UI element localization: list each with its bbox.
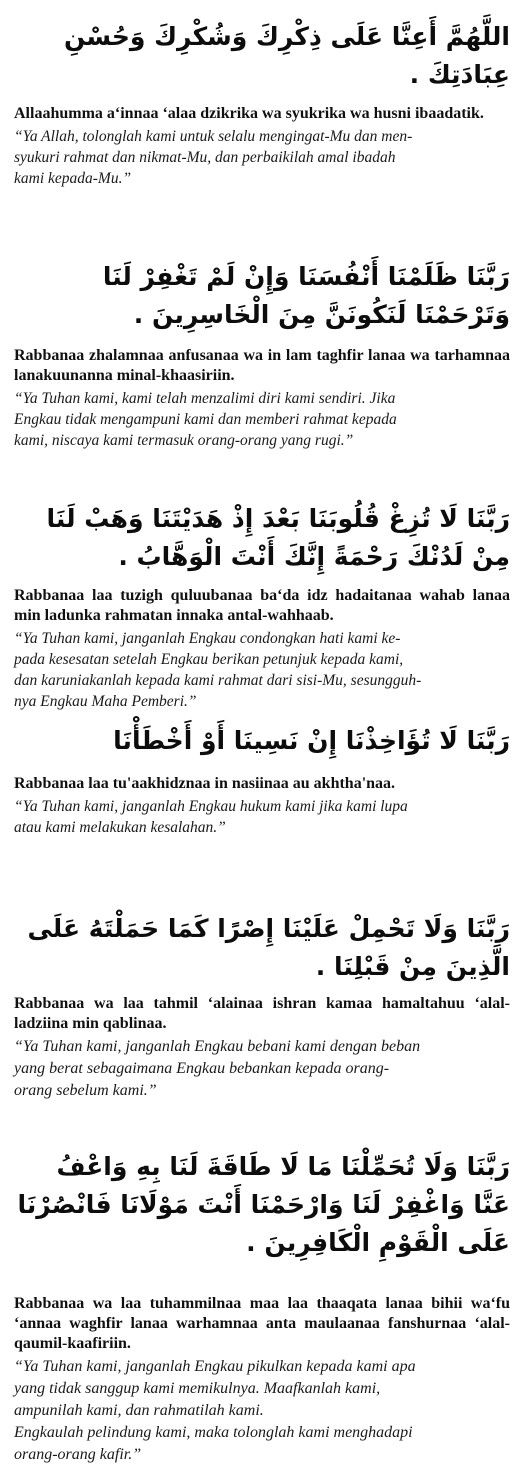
transliteration: Rabbanaa wa laa tuhammilnaa maa laa thaaqata lanaa bihii wa‘fu ‘annaa waghfir lanaa warhamnaa anta maulaanaa fanshurnaa ‘alal-qaumil-kaafiriin. xyxy=(14,1295,510,1352)
prayer-block-4 xyxy=(14,722,510,838)
prayer-block-6 xyxy=(14,1148,510,1466)
transliteration: Rabbanaa zhalamnaa anfusanaa wa in lam taghfir lanaa wa tarhamnaa lanakuunanna minal-khaasiriin. xyxy=(14,347,510,384)
arabic-text: رَبَّنَا وَلَا تُحَمِّلْنَا مَا لَا طَاقَةَ لَنَا بِهِ وَاعْفُ عَنَّا وَاغْفِرْ لَنَا وَارْحَمْنَا أَنْتَ مَوْلَانَا فَانْصُرْنَا عَلَى الْقَوْمِ الْكَافِرِينَ . xyxy=(17,1152,510,1257)
prayer-block-2 xyxy=(14,258,510,451)
arabic-text: رَبَّنَا وَلَا تَحْمِلْ عَلَيْنَا إِصْرًا كَمَا حَمَلْتَهُ عَلَى الَّذِينَ مِنْ قَبْلِنَا . xyxy=(27,914,510,981)
transliteration: Rabbanaa laa tuzigh quluubanaa ba‘da idz hadaitanaa wahab lanaa min ladunka rahmatan innaka antal-wahhaab. xyxy=(14,587,510,624)
arabic-text: اللَّهُمَّ أَعِنَّا عَلَى ذِكْرِكَ وَشُكْرِكَ وَحُسْنِ عِبَادَتِكَ . xyxy=(63,22,510,89)
translation: “Ya Tuhan kami, janganlah Engkau bebani kami dengan beban yang berat sebagaimana Engkau bebankan kepada orang- orang sebelum kami.” xyxy=(14,1038,421,1099)
arabic-text: رَبَّنَا ظَلَمْنَا أَنْفُسَنَا وَإِنْ لَمْ تَغْفِرْ لَنَا وَتَرْحَمْنَا لَنَكُونَنَّ مِنَ الْخَاسِرِينَ . xyxy=(102,262,510,329)
prayer-block-5 xyxy=(14,910,510,1102)
arabic-text: رَبَّنَا لَا تُزِغْ قُلُوبَنَا بَعْدَ إِذْ هَدَيْتَنَا وَهَبْ لَنَا مِنْ لَدُنْكَ رَحْمَةً إِنَّكَ أَنْتَ الْوَهَّابُ . xyxy=(46,504,510,571)
translation: “Ya Tuhan kami, janganlah Engkau pikulkan kepada kami apa yang tidak sanggup kami memikulnya. Maafkanlah kami, ampunilah kami, dan rahmatilah kami. Engkaulah pelindung kami, maka tolonglah kami menghadapi orang-orang kafir.” xyxy=(14,1358,416,1463)
transliteration: Allaahumma a‘innaa ‘alaa dzikrika wa syukrika wa husni ibaadatik. xyxy=(14,105,484,122)
translation: “Ya Tuhan kami, kami telah menzalimi diri kami sendiri. Jika Engkau tidak mengampuni kami dan memberi rahmat kepada kami, niscaya kami termasuk orang-orang yang rugi.” xyxy=(14,390,397,449)
transliteration: Rabbanaa wa laa tahmil ‘alainaa ishran kamaa hamaltahuu ‘alal-ladziina min qablinaa. xyxy=(14,995,510,1032)
translation: “Ya Tuhan kami, janganlah Engkau hukum kami jika kami lupa atau kami melakukan kesalahan.” xyxy=(14,798,408,836)
prayer-block-3 xyxy=(14,500,510,712)
translation: “Ya Allah, tolonglah kami untuk selalu mengingat-Mu dan men- syukuri rahmat dan nikmat-Mu, dan perbaikilah amal ibadah kami kepada-Mu.” xyxy=(14,128,413,187)
transliteration: Rabbanaa laa tu'aakhidznaa in nasiinaa au akhtha'naa. xyxy=(14,775,396,792)
arabic-text: رَبَّنَا لَا تُؤَاخِذْنَا إِنْ نَسِينَا أَوْ أَخْطَأْنَا xyxy=(113,726,510,755)
prayer-block-1 xyxy=(14,18,510,189)
translation: “Ya Tuhan kami, janganlah Engkau condongkan hati kami ke- pada kesesatan setelah Engkau berikan petunjuk kepada kami, dan karuniakanlah kepada kami rahmat dari sisi-Mu, sesungguh- nya Engkau Maha Pemberi.” xyxy=(14,630,422,710)
